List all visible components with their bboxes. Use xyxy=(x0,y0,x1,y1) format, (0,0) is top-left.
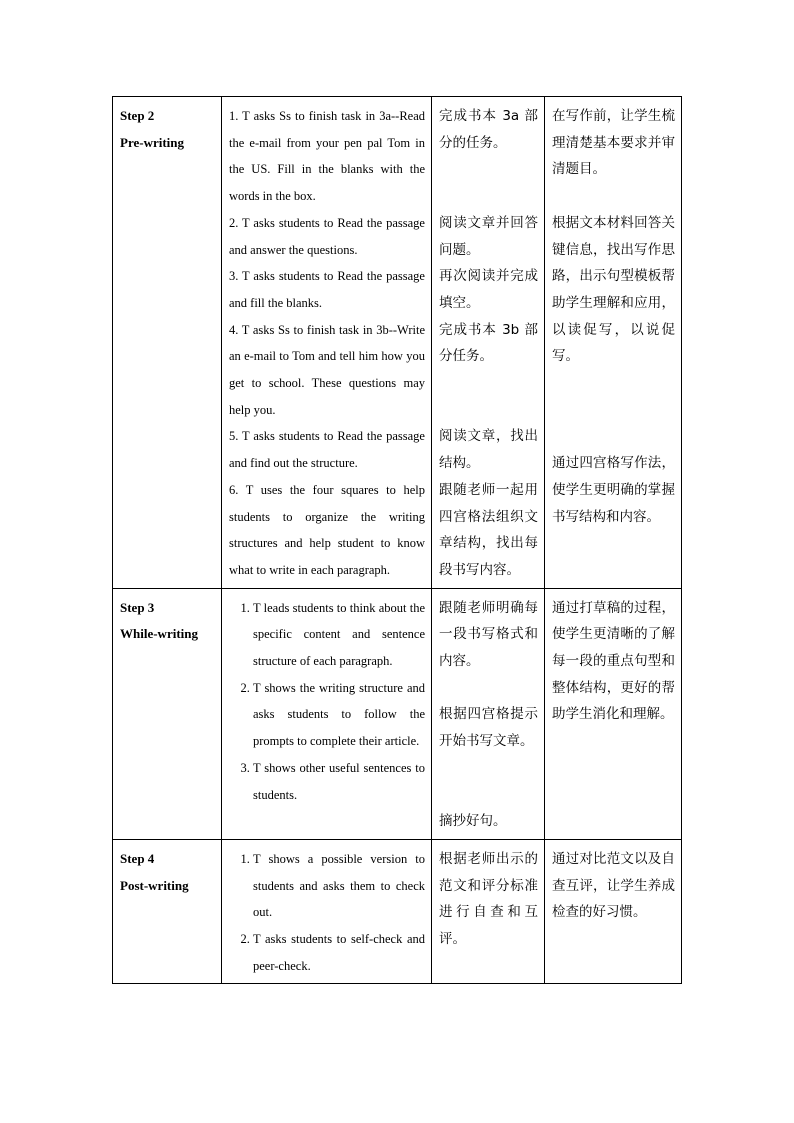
activity-item: 6. T uses the four squares to help students to organize the writing structures and help student to know what to write in each paragraph. xyxy=(229,482,425,577)
student-item: 根据四宫格提示开始书写文章。 xyxy=(439,706,538,750)
activity-item: 3. T asks students to Read the passage and fill the blanks. xyxy=(229,269,425,310)
purpose-item: 通过四宫格写作法，使学生更明确的掌握书写结构和内容。 xyxy=(552,455,675,525)
step-cell xyxy=(113,97,222,589)
activity-item: 3. T shows other useful sentences to students. xyxy=(253,755,425,808)
student-activity-cell xyxy=(432,97,545,589)
step-label: Step 3 xyxy=(120,599,155,615)
student-item: 跟随老师一起用四宫格法组织文章结构，找出每段书写内容。 xyxy=(439,481,538,578)
student-activity-cell xyxy=(432,839,545,984)
student-item: 摘抄好句。 xyxy=(439,813,507,830)
activity-item: 1. T leads students to think about the specific content and sentence structure of each paragraph. xyxy=(253,595,425,675)
activity-item: 2. T asks students to self-check and peer-check. xyxy=(253,926,425,979)
stage-label: While-writing xyxy=(120,626,198,642)
lesson-plan-table xyxy=(112,96,682,984)
teacher-activity-cell xyxy=(222,839,432,984)
table-row xyxy=(113,97,682,589)
table-row xyxy=(113,839,682,984)
activity-item: 5. T asks students to Read the passage and find out the structure. xyxy=(229,429,425,471)
stage-label: Pre-writing xyxy=(120,134,185,150)
purpose-item: 通过对比范文以及自查互评，让学生养成检查的好习惯。 xyxy=(552,850,675,921)
student-activity-cell xyxy=(432,588,545,839)
purpose-item: 在写作前，让学生梳理清楚基本要求并审清题目。 xyxy=(552,108,675,178)
step-cell xyxy=(113,839,222,984)
activity-item: 4. T asks Ss to finish task in 3b--Write an e-mail to Tom and tell him how you get to school. These questions may help you. xyxy=(229,322,425,417)
activity-item: 1. T shows a possible version to students and asks them to check out. xyxy=(253,846,425,926)
activity-item: 1. T asks Ss to finish task in 3a--Read the e-mail from your pen pal Tom in the US. Fill in the blanks with the words in the box. xyxy=(229,109,425,204)
step-label: Step 2 xyxy=(120,108,155,123)
teacher-activity-cell xyxy=(222,97,432,589)
student-item: 跟随老师明确每一段书写格式和内容。 xyxy=(439,599,538,670)
purpose-item: 通过打草稿的过程，使学生更清晰的了解每一段的重点句型和整体结构，更好的帮助学生消化和理解。 xyxy=(552,599,675,723)
student-item: 完成书本 3a 部分的任务。 xyxy=(439,108,538,151)
purpose-cell xyxy=(545,839,682,984)
step-label: Step 4 xyxy=(120,850,155,866)
purpose-cell xyxy=(545,588,682,839)
activity-item: 2. T shows the writing structure and asks students to follow the prompts to complete their article. xyxy=(253,675,425,755)
student-item: 完成书本 3b 部分任务。 xyxy=(439,321,538,365)
student-item: 阅读文章并回答问题。 xyxy=(439,214,538,258)
student-item: 根据老师出示的范文和评分标准进行自查和互评。 xyxy=(439,850,538,948)
purpose-item: 根据文本材料回答关键信息，找出写作思路，出示句型模板帮助学生理解和应用，以读促写，以说促写。 xyxy=(552,214,675,365)
activity-item: 2. T asks students to Read the passage and answer the questions. xyxy=(229,215,425,257)
stage-label: Post-writing xyxy=(120,877,189,893)
student-item: 再次阅读并完成填空。 xyxy=(439,268,538,311)
table-row xyxy=(113,588,682,839)
purpose-cell xyxy=(545,97,682,589)
student-item: 阅读文章，找出结构。 xyxy=(439,428,538,472)
step-cell xyxy=(113,588,222,839)
teacher-activity-cell xyxy=(222,588,432,839)
